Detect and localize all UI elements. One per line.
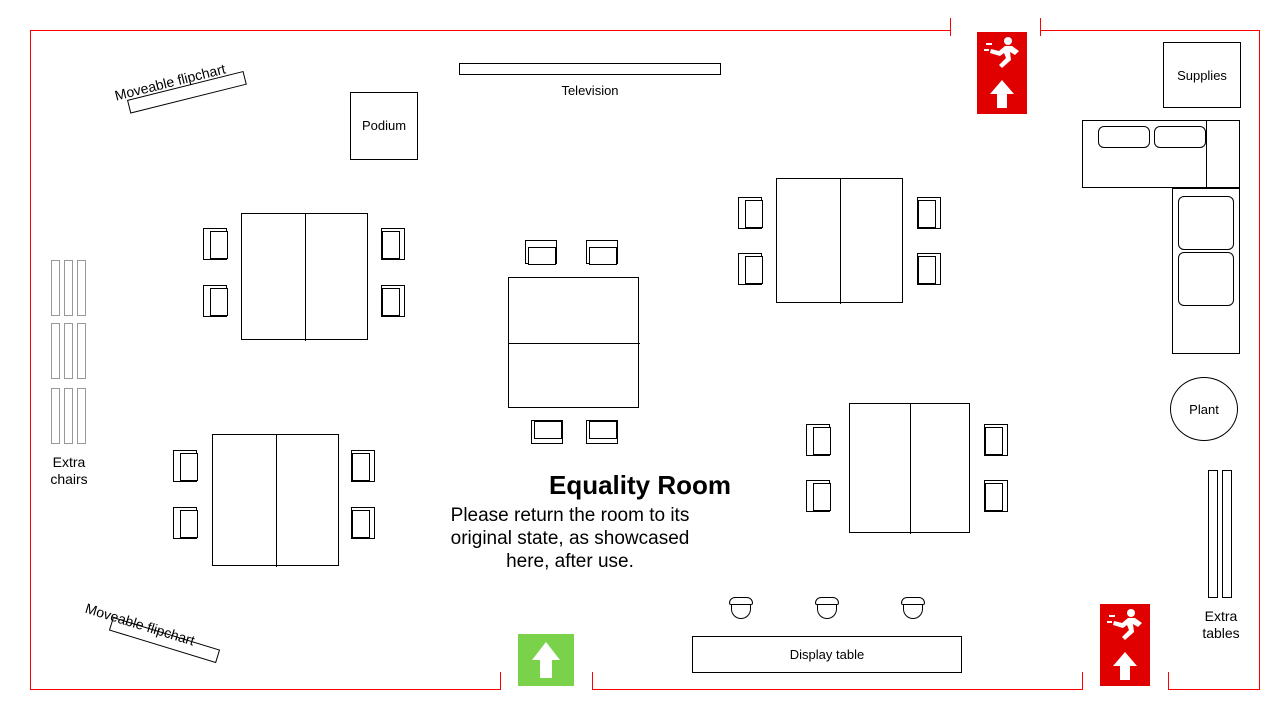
stool [899,597,927,625]
extra-chair-stack [77,260,86,316]
up-arrow-icon [518,634,574,686]
up-arrow-icon [1100,646,1150,686]
plant-label: Plant [1189,401,1219,417]
display-table-label: Display table [789,646,865,662]
chair [203,228,227,260]
up-arrow-icon [977,74,1027,114]
chair [738,253,762,285]
stool [813,597,841,625]
chair [984,424,1008,456]
door-jamb-bottom-center [592,672,593,690]
chair [381,228,405,260]
podium-label: Podium [361,117,407,133]
flipchart-top-left-label: Moveable flipchart [113,60,228,104]
table-group-lower-right [849,403,970,533]
chair [351,507,375,539]
door-jamb-bottom-right-b [1168,672,1169,690]
sofa-cushion [1178,196,1234,250]
extra-chair-stack [64,323,73,379]
wall-top-right [1040,30,1260,31]
exit-sign-bottom-right [1100,604,1150,686]
door-jamb-bottom-left [500,672,501,690]
exit-sign-top-right [977,32,1027,114]
door-jamb-top-a [950,18,951,36]
wall-right [1259,30,1260,690]
sofa-cushion [1178,252,1234,306]
running-person-icon [1100,604,1150,646]
extra-tables-label: Extra tables [1202,608,1240,641]
chair [917,197,941,229]
extra-chair-stack [77,388,86,444]
television [459,63,721,75]
chair [203,285,227,317]
chair [525,240,557,264]
chair [173,507,197,539]
chair [531,420,563,444]
table-group-center [508,277,639,408]
chair [806,424,830,456]
extra-chair-stack [51,323,60,379]
wall-bottom-center [592,689,1082,690]
table-group-upper-right [776,178,903,303]
flipchart-bottom-left-label: Moveable flipchart [83,600,197,649]
wall-left [30,30,31,690]
extra-chair-stack [64,388,73,444]
door-jamb-bottom-right-a [1082,672,1083,690]
door-jamb-top-b [1040,18,1041,36]
room-note: Please return the room to its original state, as showcased here, after use. [450,505,690,573]
extra-chair-stack [64,260,73,316]
wall-top-left [30,30,950,31]
television-label: Television [561,82,619,98]
supplies-label: Supplies [1177,67,1227,83]
sofa-cushion [1098,126,1150,148]
extra-chair-stack [51,388,60,444]
extra-chair-stack [51,260,60,316]
sofa-arm-right [1206,120,1240,188]
wall-bottom-right [1168,689,1260,690]
chair [738,197,762,229]
extra-chairs-label: Extra chairs [50,454,88,487]
chair [381,285,405,317]
table-group-upper-left [241,213,368,340]
chair [917,253,941,285]
plant [1170,377,1238,441]
page-title: Equality Room [548,470,731,500]
chair [586,420,618,444]
wall-bottom-left [30,689,500,690]
stool [727,597,755,625]
extra-chair-stack [77,323,86,379]
chair [586,240,618,264]
exit-sign-bottom-center [518,634,574,686]
running-person-icon [977,32,1027,74]
sofa-cushion [1154,126,1206,148]
